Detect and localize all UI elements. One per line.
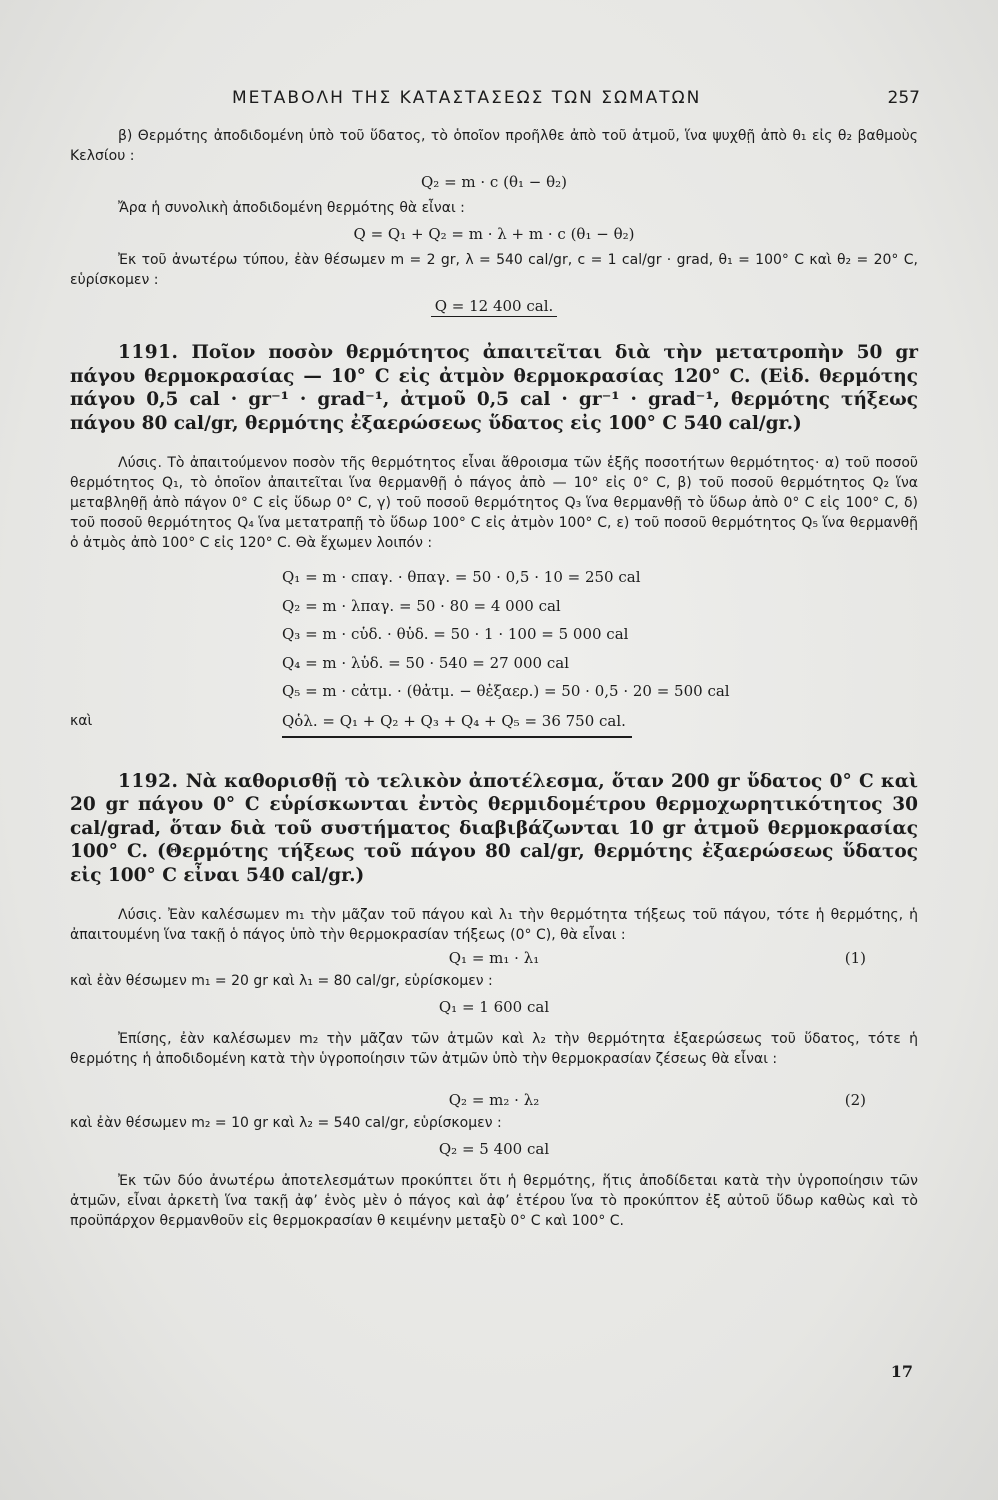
equation-line: Q₄ = m · λὑδ. = 50 · 540 = 27 000 cal [282,653,569,672]
substitution-1: καὶ ἐὰν θέσωμεν m₁ = 20 gr καὶ λ₁ = 80 cal/gr, εὑρίσκομεν : [70,973,493,989]
substitution-2: καὶ ἐὰν θέσωμεν m₂ = 10 gr καὶ λ₂ = 540 cal/gr, εὑρίσκομεν : [70,1115,502,1131]
episis-paragraph: Ἐπίσης, ἐὰν καλέσωμεν m₂ τὴν μᾶζαν τῶν ἀτμῶν καὶ λ₂ τὴν θερμότητα ἐξαερώσεως τοῦ ὕδατος, τότε ἡ θερμότης ἡ ἀποδιδομένη κατὰ τὴν ὑγροποίησιν τῶν ἀτμῶν ὑπὸ τὴν θερμοκρασίαν ζέσεως θὰ εἶναι : [70,1031,918,1067]
equation-1-tag: (1) [844,949,866,967]
problem-1191 [70,341,918,435]
equation-line: Q₃ = m · cὑδ. · θὑδ. = 50 · 1 · 100 = 5 000 cal [282,625,629,643]
equation-2: Q₂ = m₂ · λ₂ [448,1091,540,1109]
problem-1192 [70,770,918,888]
problem-1191-number: 1191. [118,342,179,363]
equation-2-tag: (2) [844,1091,866,1109]
problem-1191-total-row [70,706,918,736]
equation-line: Q₂ = m · λπαγ. = 50 · 80 = 4 000 cal [282,596,561,615]
equation-1-row [70,945,918,971]
equation-q2: Q₂ = m · c (θ₁ − θ₂) [420,173,567,191]
equation-total-heat: Q = Q₁ + Q₂ = m · λ + m · c (θ₁ − θ₂) [353,225,635,243]
problem-1191-equations [282,563,918,706]
equation-2-row [70,1087,918,1113]
problem-1192-statement: Νὰ καθορισθῇ τὸ τελικὸν ἀποτέλεσμα, ὅταν 200 gr ὕδατος 0° C καὶ 20 gr πάγου 0° C εὑρίσκωνται ἐντὸς θερμιδομέτρου θερμοχωρητικότητος 30 cal/grad, ὅταν διὰ τοῦ συστήματος διαβιβάζωνται 10 gr ἀτμοῦ θερμοκρασίας 100° C. (Θερμότης τήξεως τοῦ πάγου 80 cal/gr, θερμότης ἐξαερώσεως ὕδατος εἰς 100° C εἶναι 540 cal/gr.) [70,770,918,886]
page-header [0,88,998,112]
result-1: Q₁ = 1 600 cal [438,998,550,1016]
page-number: 257 [887,88,920,108]
intro-substitution-paragraph: Ἐκ τοῦ ἀνωτέρω τύπου, ἐὰν θέσωμεν m = 2 gr, λ = 540 cal/gr, c = 1 cal/gr · grad, θ₁ = 100° C καὶ θ₂ = 20° C, εὑρίσκομεν : [70,252,918,288]
problem-1192-solution: Λύσις. Ἐὰν καλέσωμεν m₁ τὴν μᾶζαν τοῦ πάγου καὶ λ₁ τὴν θερμότητα τήξεως τοῦ πάγου, τότε ἡ θερμότης, ἡ ἀπαιτουμένη ἵνα τακῇ ὁ πάγος ὑπὸ τὴν θερμοκρασίαν τήξεως (0° C), θὰ εἶναι : [70,907,918,943]
intro-beta-paragraph: β) Θερμότης ἀποδιδομένη ὑπὸ τοῦ ὕδατος, τὸ ὁποῖον προῆλθε ἀπὸ τοῦ ἀτμοῦ, ἵνα ψυχθῇ ἀπὸ θ₁ εἰς θ₂ βαθμοὺς Κελσίου : [70,128,918,164]
problem-1192-number: 1192. [118,770,179,792]
conclusion-paragraph: Ἐκ τῶν δύο ἀνωτέρω ἀποτελεσμάτων προκύπτει ὅτι ἡ θερμότης, ἥτις ἀποδίδεται κατὰ τὴν ὑγροποίησιν τῶν ἀτμῶν, εἶναι ἀρκετὴ ἵνα τακῇ ἀφ’ ἑνὸς μὲν ὁ πάγος καὶ ἀφ’ ἑτέρου ἵνα τὸ προκύπτον ἐξ αὐτοῦ ὕδωρ καθὼς καὶ τὸ προϋπάρχον θερμανθοῦν εἰς θερμοκρασίαν θ κειμένην μεταξὺ 0° C καὶ 100° C. [70,1173,918,1229]
signature-mark: 17 [890,1362,913,1381]
intro-result-line [70,296,918,317]
problem-1191-solution: Λύσις. Τὸ ἀπαιτούμενον ποσὸν τῆς θερμότητος εἶναι ἄθροισμα τῶν ἑξῆς ποσοτήτων θερμότητος· α) τοῦ ποσοῦ θερμότητος Q₁, τὸ ὁποῖον ἀπαιτεῖται ἵνα θερμανθῇ ὁ πάγος ἀπὸ — 10° εἰς 0° C, β) τοῦ ποσοῦ θερμότητος Q₂ ἵνα μεταβληθῇ ἀπὸ πάγον 0° C εἰς ὕδωρ 0° C, γ) τοῦ ποσοῦ θερμότητος Q₃ ἵνα θερμανθῇ τὸ ὕδωρ ἀπὸ 0° C εἰς 100° C, δ) τοῦ ποσοῦ θερμότητος Q₄ ἵνα μετατραπῇ τὸ ὕδωρ 100° C εἰς ἀτμὸν 100° C, ε) τοῦ ποσοῦ θερμότητος Q₅ ἵνα θερμανθῇ ὁ ἀτμὸς ἀπὸ 100° C εἰς 120° C. Θὰ ἔχωμεν λοιπόν : [70,455,918,551]
intro-result: Q = 12 400 cal. [431,296,558,317]
equation-line: Q₅ = m · cἀτμ. · (θἀτμ. − θἐξαερ.) = 50 · 0,5 · 20 = 500 cal [282,682,730,700]
running-title: ΜΕΤΑΒΟΛΗ ΤΗΣ ΚΑΤΑΣΤΑΣΕΩΣ ΤΩΝ ΣΩΜΑΤΩΝ [232,88,702,108]
intro-ara-paragraph: Ἄρα ἡ συνολικὴ ἀποδιδομένη θερμότης θὰ εἶναι : [118,200,465,216]
equation-1: Q₁ = m₁ · λ₁ [448,949,540,967]
equation-line: Q₁ = m · cπαγ. · θπαγ. = 50 · 0,5 · 10 = 250 cal [282,568,641,586]
result-2: Q₂ = 5 400 cal [438,1140,550,1158]
problem-1191-total: Qὁλ. = Q₁ + Q₂ + Q₃ + Q₄ + Q₅ = 36 750 cal. [282,706,632,738]
page-body [70,126,918,1231]
problem-1191-statement: Ποῖον ποσὸν θερμότητος ἀπαιτεῖται διὰ τὴν μετατροπὴν 50 gr πάγου θερμοκρασίας — 10° C εἰς ἀτμὸν θερμοκρασίας 120° C. (Εἰδ. θερμότης πάγου 0,5 cal · gr⁻¹ · grad⁻¹, ἀτμοῦ 0,5 cal · gr⁻¹ · grad⁻¹, θερμότης τήξεως πάγου 80 cal/gr, θερμότης ἐξαερώσεως ὕδατος εἰς 100° C 540 cal/gr.) [70,342,919,434]
kai-label: καὶ [70,712,93,729]
